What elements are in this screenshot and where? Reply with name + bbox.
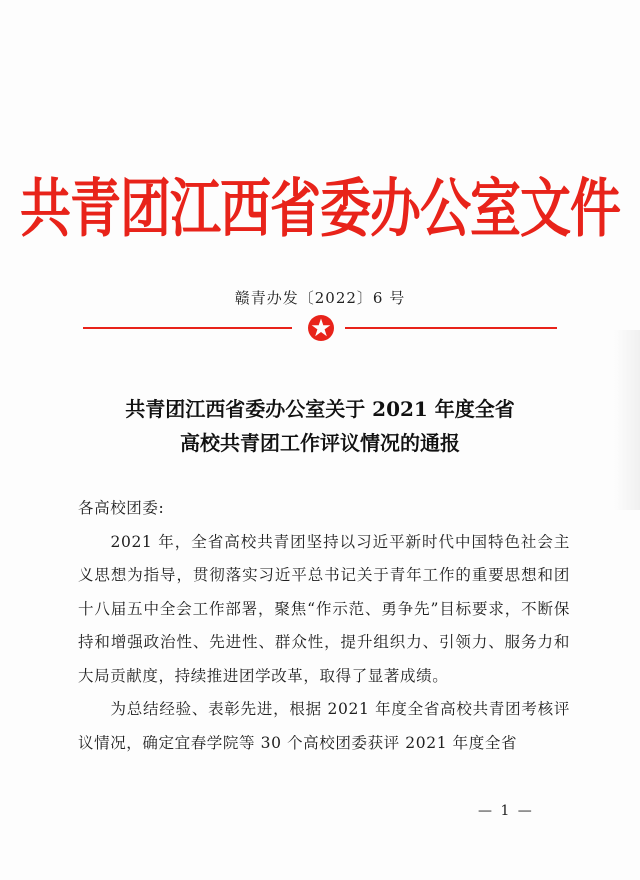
red-divider-right xyxy=(345,327,557,329)
star-emblem-icon xyxy=(307,314,335,342)
body-paragraph: 2021 年，全省高校共青团坚持以习近平新时代中国特色社会主义思想为指导，贯彻落实习近平总书记关于青年工作的重要思想和团十八届五中全会工作部署，聚焦“作示范、勇争先”目标要求，不断保持和增强政治性、先进性、群众性，提升组织力、引领力、服务力和大局贡献度，持续推进团学改革，取得了显著成绩。 xyxy=(78,532,570,685)
title-line-2: 高校共青团工作评议情况的通报 xyxy=(180,431,460,455)
title-line-1: 共青团江西省委办公室关于 2021 年度全省 xyxy=(125,397,515,421)
red-divider-left xyxy=(83,327,292,329)
salutation: 各高校团委: xyxy=(78,499,165,517)
page-number: — 1 — xyxy=(478,803,534,819)
issuer-title: 共青团江西省委办公室文件 xyxy=(19,173,620,247)
document-title xyxy=(0,392,640,460)
document-number: 赣青办发〔2022〕6 号 xyxy=(234,289,406,307)
body-paragraph: 为总结经验、表彰先进，根据 2021 年度全省高校共青团考核评议情况，确定宜春学院等 30 个高校团委获评 2021 年度全省 xyxy=(78,700,570,752)
document-body xyxy=(78,492,570,760)
